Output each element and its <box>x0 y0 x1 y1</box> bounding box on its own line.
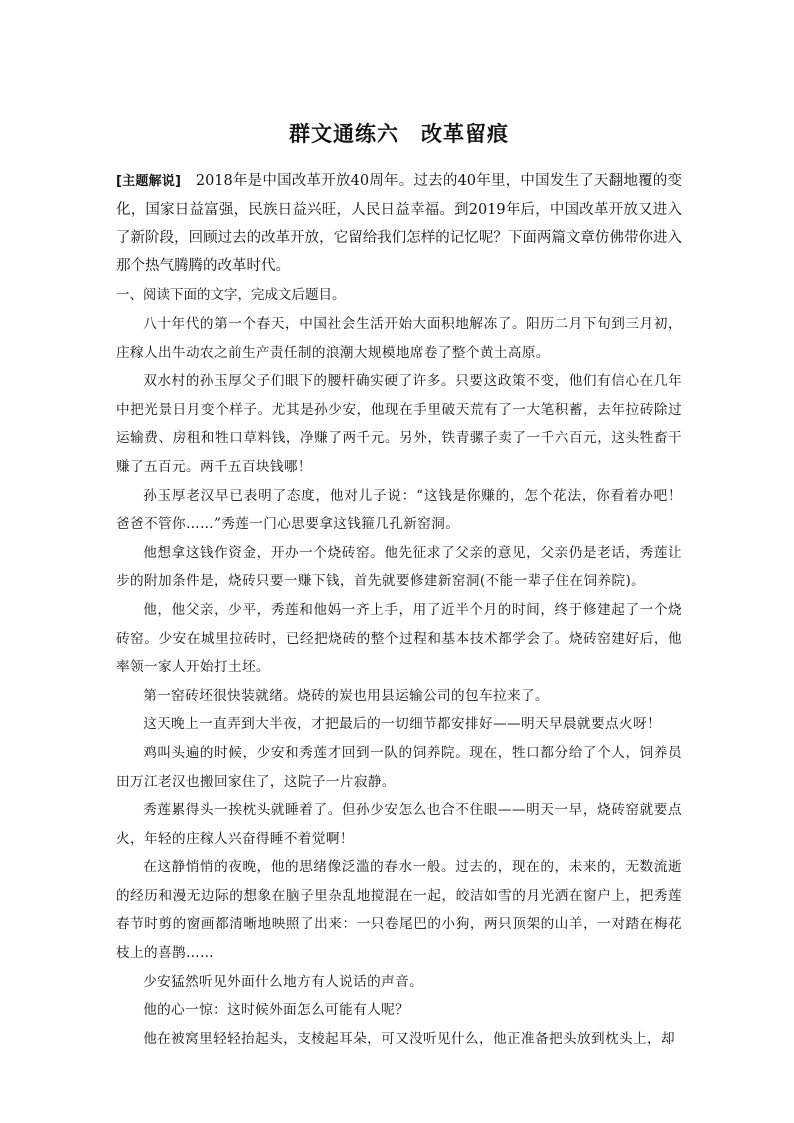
document-page <box>116 118 682 1053</box>
passage-paragraph: 在这静悄悄的夜晚，他的思绪像泛滥的春水一般。过去的，现在的，未来的，无数流逝的经历和漫无边际的想象在脑子里杂乱地搅混在一起，皎洁如雪的月光洒在窗户上，把秀莲春节时剪的窗画都清晰地映照了出来：一只卷尾巴的小狗，两只顶架的山羊，一对踏在梅花枝上的喜鹊…… <box>116 859 682 962</box>
passage-paragraph: 他在被窝里轻轻抬起头，支棱起耳朵，可又没听见什么，他正准备把头放到枕头上，却 <box>143 1030 675 1047</box>
passage-paragraph: 孙玉厚老汉早已表明了态度，他对儿子说：“这钱是你赚的，怎个花法，你看着办吧！爸爸不管你……”秀莲一门心思要拿这钱箍几孔新窑洞。 <box>116 487 682 533</box>
section-heading: 一、阅读下面的文字，完成文后题目。 <box>116 287 346 303</box>
passage-paragraph: 他的心一惊：这时候外面怎么可能有人呢？ <box>143 1002 410 1019</box>
document-title: 群文通练六 改革留痕 <box>289 122 509 146</box>
passage-body <box>116 310 682 1053</box>
intro-paragraph <box>116 167 682 280</box>
passage-paragraph: 八十年代的第一个春天，中国社会生活开始大面积地解冻了。阳历二月下旬到三月初，庄稼人出牛动农之前生产责任制的浪潮大规模地席卷了整个黄土高原。 <box>116 316 682 361</box>
passage-paragraph: 第一窑砖坯很快装就绪。烧砖的炭也用县运输公司的包车拉来了。 <box>143 687 550 704</box>
intro-text: 2018年是中国改革开放40周年。过去的40年里，中国发生了天翻地覆的变化，国家日益富强，民族日益兴旺，人民日益幸福。到2019年后，中国改革开放又进入了新阶段，回顾过去的改革开放，它留给我们怎样的记忆呢？下面两篇文章仿佛带你进入那个热气腾腾的改革时代。 <box>116 173 682 274</box>
passage-paragraph: 鸡叫头遍的时候，少安和秀莲才回到一队的饲养院。现在，牲口都分给了个人，饲养员田万江老汉也搬回家住了，这院子一片寂静。 <box>116 744 682 790</box>
intro-label: [主题解说] <box>116 174 181 189</box>
passage-paragraph: 少安猛然听见外面什么地方有人说话的声音。 <box>143 973 424 990</box>
passage-paragraph: 这天晚上一直弄到大半夜，才把最后的一切细节都安排好——明天早晨就要点火呀！ <box>143 716 661 733</box>
passage-paragraph: 秀莲累得头一挨枕头就睡着了。但孙少安怎么也合不住眼——明天一早，烧砖窑就要点火，年轻的庄稼人兴奋得睡不着觉啊！ <box>116 802 682 847</box>
passage-paragraph: 他想拿这钱作资金，开办一个烧砖窑。他先征求了父亲的意见，父亲仍是老话，秀莲让步的附加条件是，烧砖只要一赚下钱，首先就要修建新窑洞(不能一辈子住在饲养院)。 <box>116 544 682 590</box>
passage-paragraph: 他，他父亲，少平，秀莲和他妈一齐上手，用了近半个月的时间，终于修建起了一个烧砖窑。少安在城里拉砖时，已经把烧砖的整个过程和基本技术都学会了。烧砖窑建好后，他率领一家人开始打土坯。 <box>116 601 682 676</box>
passage-paragraph: 双水村的孙玉厚父子们眼下的腰杆确实硬了许多。只要这政策不变，他们有信心在几年中把光景日月变个样子。尤其是孙少安，他现在手里破天荒有了一大笔积蓄，去年拉砖除过运输费、房租和牲口草料钱，净赚了两千元。另外，铁青骡子卖了一千六百元，这头牲畜干赚了五百元。两千五百块钱哪！ <box>116 373 682 475</box>
